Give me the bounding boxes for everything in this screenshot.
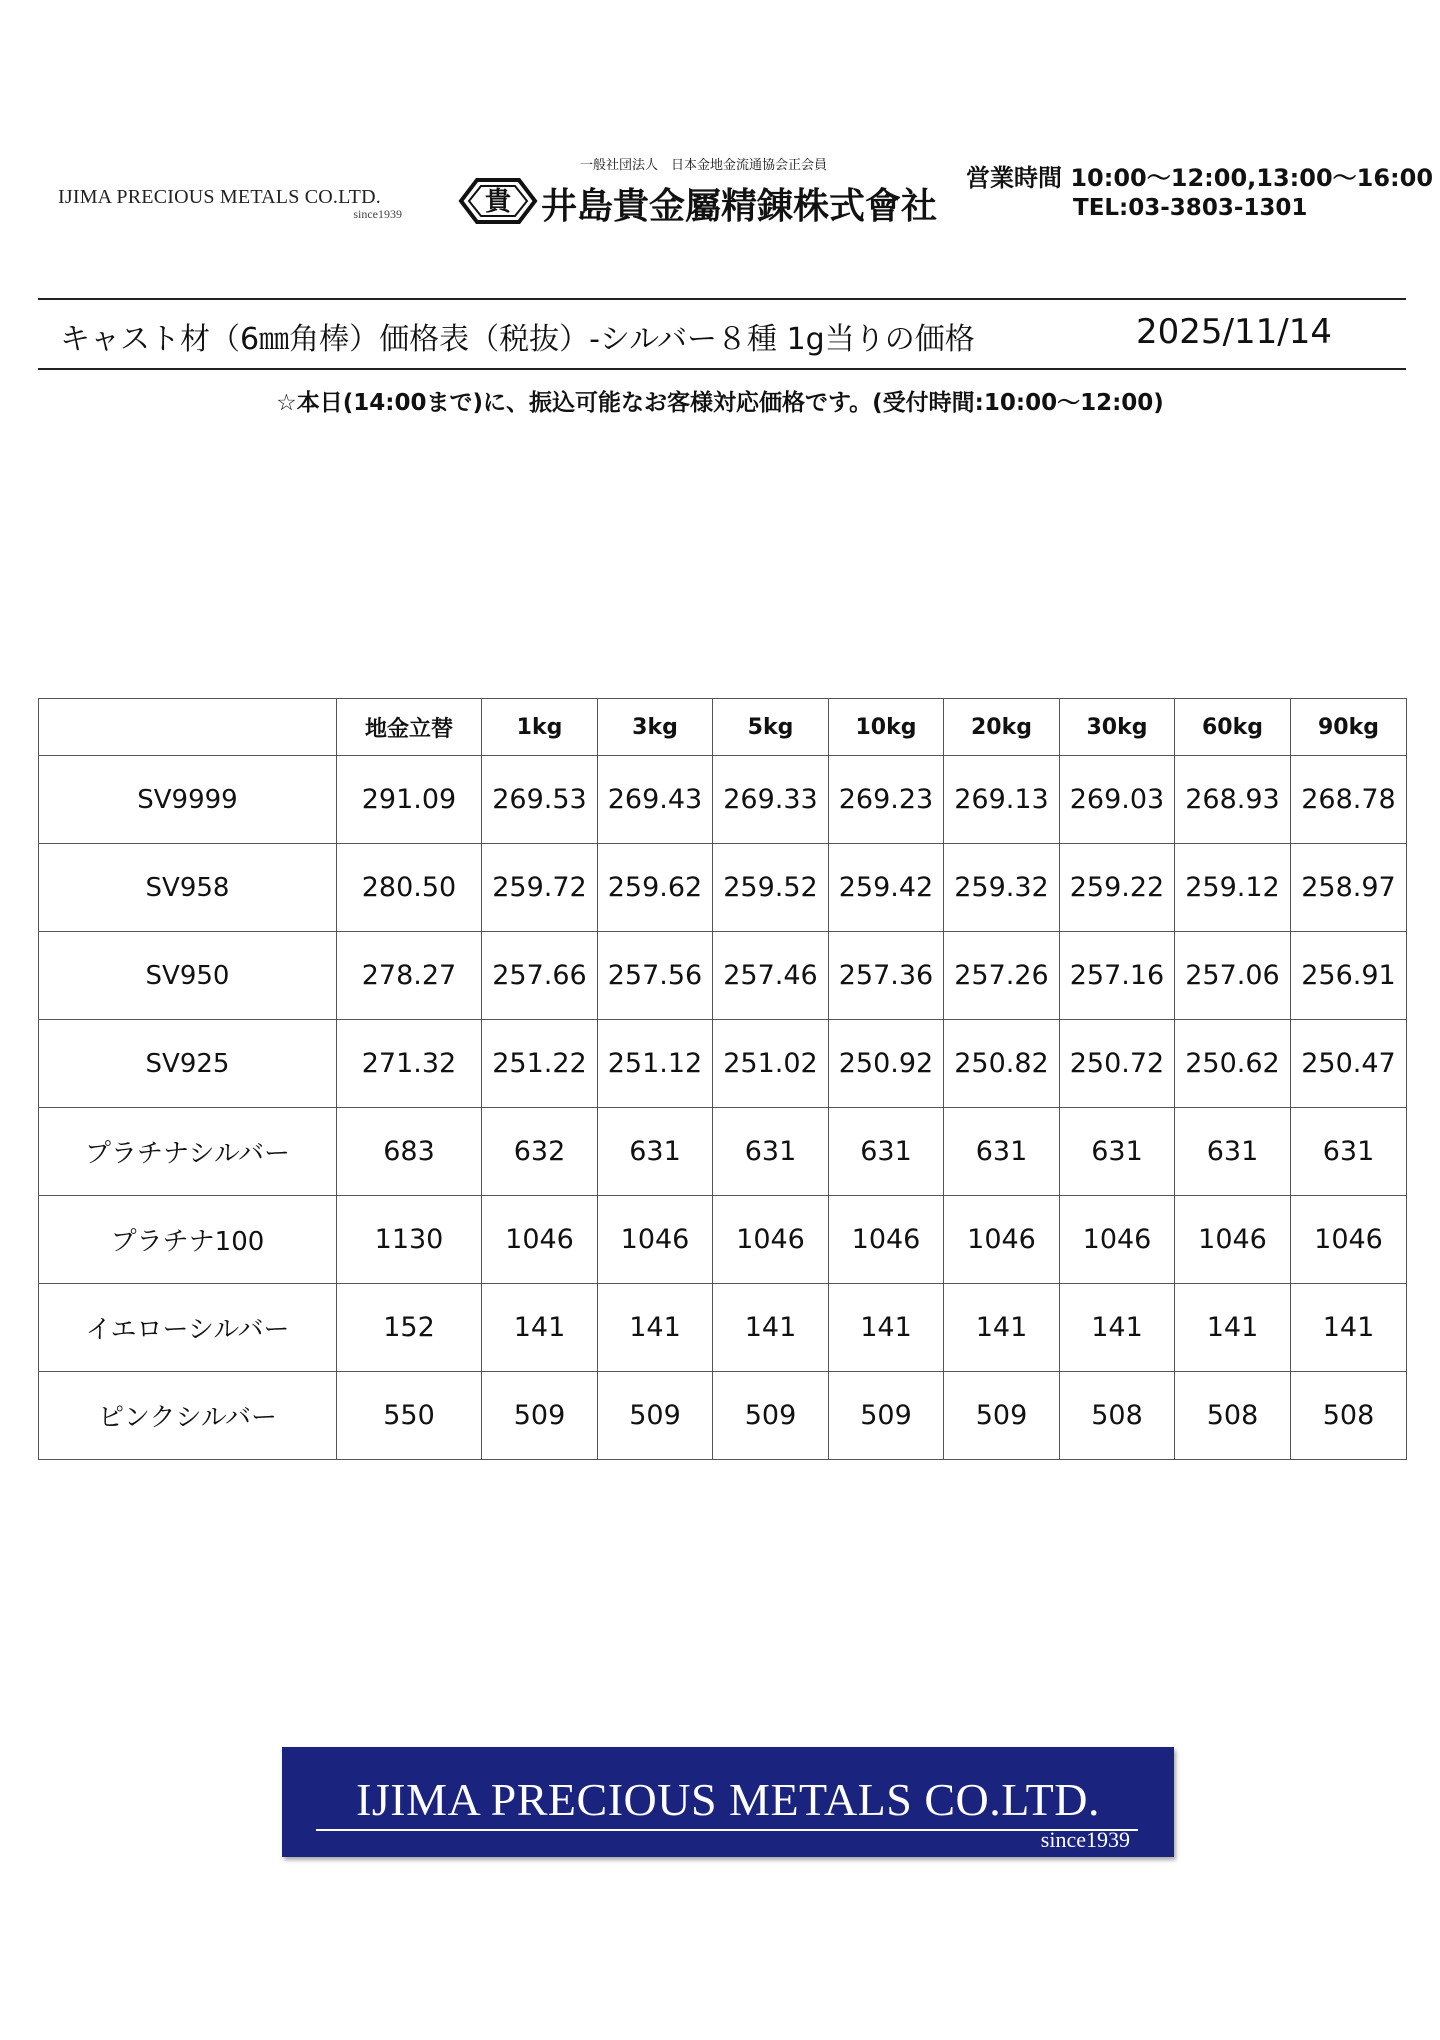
price-cell: 251.22 — [482, 1020, 598, 1108]
header-cell: 90kg — [1291, 699, 1407, 756]
price-cell: 152 — [337, 1284, 482, 1372]
price-cell: 509 — [598, 1372, 713, 1460]
price-cell: 269.33 — [713, 756, 829, 844]
price-cell: 631 — [1175, 1108, 1291, 1196]
price-cell: 257.46 — [713, 932, 829, 1020]
price-cell: 1046 — [944, 1196, 1060, 1284]
price-cell: 257.56 — [598, 932, 713, 1020]
table-row — [39, 1284, 1407, 1372]
price-cell: 250.82 — [944, 1020, 1060, 1108]
price-cell: 631 — [1060, 1108, 1175, 1196]
price-cell: 141 — [482, 1284, 598, 1372]
price-cell: 259.12 — [1175, 844, 1291, 932]
row-label: ピンクシルバー — [39, 1372, 337, 1460]
price-cell: 1046 — [829, 1196, 944, 1284]
price-cell: 256.91 — [1291, 932, 1407, 1020]
price-cell: 291.09 — [337, 756, 482, 844]
price-cell: 257.66 — [482, 932, 598, 1020]
price-cell: 257.16 — [1060, 932, 1175, 1020]
company-name: 井島貴金屬精錬株式會社 — [541, 186, 938, 227]
price-cell: 257.36 — [829, 932, 944, 1020]
telephone-number: TEL:03-3803-1301 — [1073, 195, 1308, 221]
header-cell: 3kg — [598, 699, 713, 756]
price-cell: 1046 — [598, 1196, 713, 1284]
price-cell: 509 — [944, 1372, 1060, 1460]
left-company-logo — [58, 186, 418, 222]
header-cell — [39, 699, 337, 756]
price-cell: 631 — [713, 1108, 829, 1196]
table-row — [39, 932, 1407, 1020]
price-cell: 509 — [829, 1372, 944, 1460]
price-cell: 250.62 — [1175, 1020, 1291, 1108]
row-label: SV925 — [39, 1020, 337, 1108]
price-cell: 631 — [598, 1108, 713, 1196]
price-cell: 259.62 — [598, 844, 713, 932]
price-cell: 259.32 — [944, 844, 1060, 932]
price-note: ☆本日(14:00まで)に、振込可能なお客様対応価格です。(受付時間:10:00～12:00) — [276, 390, 1164, 416]
banner-since: since1939 — [1040, 1827, 1130, 1852]
row-label: SV958 — [39, 844, 337, 932]
header-cell: 5kg — [713, 699, 829, 756]
price-cell: 550 — [337, 1372, 482, 1460]
price-cell: 259.72 — [482, 844, 598, 932]
business-hours: 営業時間 10:00～12:00,13:00～16:00 — [966, 164, 1434, 192]
price-cell: 1046 — [1175, 1196, 1291, 1284]
price-cell: 258.97 — [1291, 844, 1407, 932]
price-cell: 632 — [482, 1108, 598, 1196]
price-cell: 683 — [337, 1108, 482, 1196]
price-table — [38, 698, 1407, 1460]
banner-underline — [316, 1829, 1138, 1831]
price-cell: 268.78 — [1291, 756, 1407, 844]
left-logo-since: since1939 — [353, 207, 402, 221]
price-cell: 509 — [482, 1372, 598, 1460]
price-cell: 251.02 — [713, 1020, 829, 1108]
price-cell: 250.72 — [1060, 1020, 1175, 1108]
table-row — [39, 844, 1407, 932]
price-cell: 141 — [1175, 1284, 1291, 1372]
price-cell: 269.13 — [944, 756, 1060, 844]
price-cell: 280.50 — [337, 844, 482, 932]
price-cell: 1130 — [337, 1196, 482, 1284]
price-cell: 259.42 — [829, 844, 944, 932]
header-cell: 地金立替 — [337, 699, 482, 756]
price-cell: 257.26 — [944, 932, 1060, 1020]
price-cell: 631 — [829, 1108, 944, 1196]
title-band — [38, 298, 1406, 370]
price-cell: 141 — [1291, 1284, 1407, 1372]
header-cell: 30kg — [1060, 699, 1175, 756]
row-label: イエローシルバー — [39, 1284, 337, 1372]
price-cell: 141 — [829, 1284, 944, 1372]
price-cell: 508 — [1175, 1372, 1291, 1460]
row-label: SV9999 — [39, 756, 337, 844]
price-cell: 269.53 — [482, 756, 598, 844]
price-cell: 278.27 — [337, 932, 482, 1020]
price-cell: 259.22 — [1060, 844, 1175, 932]
company-emblem-icon — [457, 176, 539, 226]
table-row — [39, 1108, 1407, 1196]
price-cell: 141 — [713, 1284, 829, 1372]
table-row — [39, 1196, 1407, 1284]
header-cell: 20kg — [944, 699, 1060, 756]
header-cell: 60kg — [1175, 699, 1291, 756]
table-row — [39, 1020, 1407, 1108]
association-label: 一般社団法人 日本金地金流通協会正会員 — [580, 158, 828, 173]
row-label: SV950 — [39, 932, 337, 1020]
price-cell: 269.23 — [829, 756, 944, 844]
header-cell: 1kg — [482, 699, 598, 756]
footer-banner — [282, 1747, 1174, 1857]
table-header-row — [39, 699, 1407, 756]
emblem-glyph: 貴 — [484, 187, 512, 217]
banner-company-name: IJIMA PRECIOUS METALS CO.LTD. — [356, 1774, 1100, 1825]
price-cell: 250.47 — [1291, 1020, 1407, 1108]
header-cell: 10kg — [829, 699, 944, 756]
price-date: 2025/11/14 — [1136, 312, 1332, 352]
price-cell: 259.52 — [713, 844, 829, 932]
center-company-logo — [455, 154, 955, 234]
price-cell: 631 — [944, 1108, 1060, 1196]
price-cell: 1046 — [482, 1196, 598, 1284]
table-row — [39, 756, 1407, 844]
price-cell: 508 — [1060, 1372, 1175, 1460]
price-cell: 141 — [598, 1284, 713, 1372]
table-row — [39, 1372, 1407, 1460]
price-cell: 508 — [1291, 1372, 1407, 1460]
price-cell: 271.32 — [337, 1020, 482, 1108]
price-cell: 631 — [1291, 1108, 1407, 1196]
page-title: キャスト材（6㎜角棒）価格表（税抜）-シルバー８種 1g当りの価格 — [60, 322, 975, 357]
price-cell: 257.06 — [1175, 932, 1291, 1020]
left-logo-name: IJIMA PRECIOUS METALS CO.LTD. — [58, 186, 381, 208]
price-cell: 509 — [713, 1372, 829, 1460]
row-label: プラチナシルバー — [39, 1108, 337, 1196]
price-cell: 269.03 — [1060, 756, 1175, 844]
row-label: プラチナ100 — [39, 1196, 337, 1284]
price-cell: 1046 — [1060, 1196, 1175, 1284]
price-cell: 1046 — [713, 1196, 829, 1284]
price-cell: 268.93 — [1175, 756, 1291, 844]
price-cell: 1046 — [1291, 1196, 1407, 1284]
price-cell: 141 — [944, 1284, 1060, 1372]
price-cell: 251.12 — [598, 1020, 713, 1108]
price-cell: 141 — [1060, 1284, 1175, 1372]
price-cell: 269.43 — [598, 756, 713, 844]
price-cell: 250.92 — [829, 1020, 944, 1108]
